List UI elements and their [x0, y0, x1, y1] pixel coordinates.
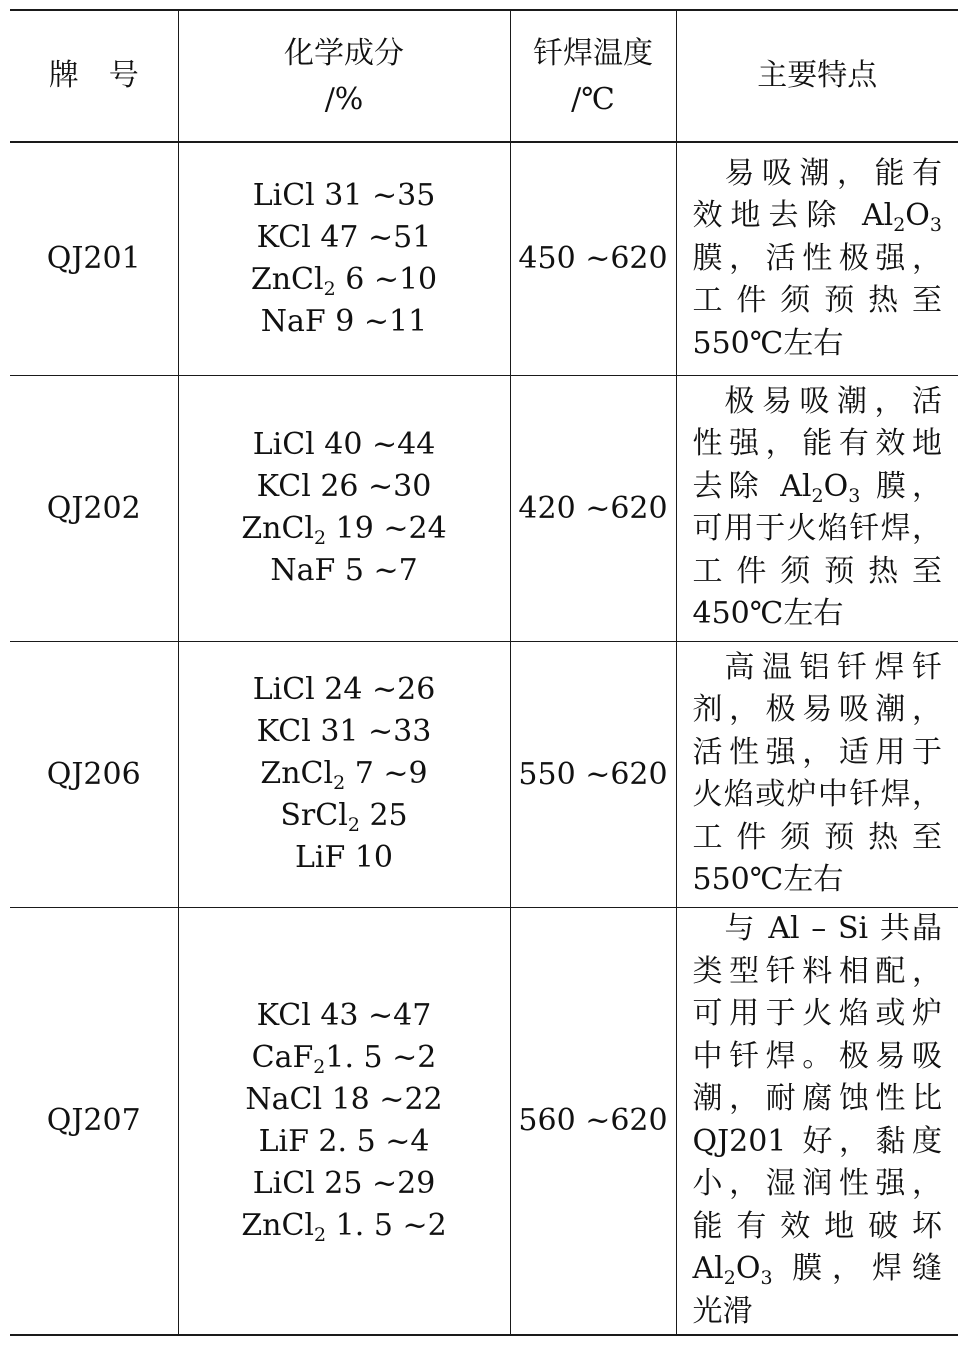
- composition-line: [179, 1079, 510, 1121]
- feature-subscript: 3: [929, 214, 942, 236]
- brand-cell: [10, 142, 178, 375]
- feature-line: [693, 323, 943, 366]
- composition-text: KCl 31 ~33: [256, 714, 432, 749]
- feature-text: 工件须预热至: [692, 283, 942, 318]
- composition-cell: [178, 375, 510, 641]
- feature-subscript: 3: [760, 1267, 773, 1290]
- feature-text: 膜，: [860, 468, 942, 504]
- composition-text: NaF 9 ~11: [260, 303, 428, 339]
- feature-line: [693, 466, 943, 509]
- feature-text: 可用于火焰钎焊，: [692, 511, 942, 546]
- composition-subscript: 2: [314, 1223, 327, 1246]
- composition-text: CaF: [251, 1039, 314, 1075]
- temperature-value: 420 ~620: [518, 490, 668, 526]
- header-composition: 化学成分 /%: [178, 10, 510, 142]
- composition-cell: [178, 907, 510, 1335]
- feature-text: Al: [692, 1251, 724, 1287]
- brand-code: QJ207: [46, 1103, 141, 1139]
- composition-text: SrCl: [280, 798, 348, 833]
- feature-text: 550℃左右: [692, 862, 844, 897]
- feature-line: [693, 951, 943, 994]
- feature-line: [693, 1121, 943, 1164]
- brand-code: QJ206: [46, 756, 141, 792]
- feature-line: [693, 993, 943, 1036]
- features-cell: [676, 907, 958, 1335]
- feature-line: [693, 689, 943, 732]
- feature-text: 小，湿润性强，: [692, 1166, 942, 1202]
- brand-cell: [10, 907, 178, 1335]
- feature-text: 能有效地破坏: [692, 1208, 942, 1244]
- flux-table: [10, 9, 958, 1336]
- composition-subscript: 2: [314, 527, 327, 549]
- composition-line: [179, 711, 510, 753]
- composition-subscript: 2: [313, 1055, 326, 1078]
- header-temperature: 钎焊温度 /℃: [510, 10, 676, 142]
- feature-text: 中钎焊。极易吸: [692, 1038, 942, 1074]
- table-row: [10, 641, 958, 907]
- composition-text: LiCl 25 ~29: [252, 1165, 436, 1201]
- feature-line: [693, 238, 943, 281]
- feature-text: O: [823, 468, 849, 504]
- feature-subscript: 2: [723, 1267, 736, 1290]
- feature-text: 潮，耐腐蚀性比: [692, 1081, 942, 1117]
- composition-line: [179, 217, 510, 259]
- composition-line: [179, 1205, 510, 1247]
- composition-range: 25: [359, 798, 408, 833]
- feature-text: 光滑: [692, 1293, 753, 1329]
- composition-line: [179, 259, 510, 301]
- feature-text: 类型钎料相配，: [692, 953, 942, 989]
- composition-range: 1. 5 ~2: [326, 1207, 447, 1243]
- composition-cell: [178, 641, 510, 907]
- composition-text: ZnCl: [241, 511, 315, 546]
- feature-line: [693, 551, 943, 594]
- composition-line: [179, 795, 510, 837]
- feature-text: O: [735, 1251, 761, 1287]
- features-cell: [676, 375, 958, 641]
- feature-line: [693, 647, 943, 690]
- composition-line: [179, 837, 510, 879]
- feature-subscript: 2: [893, 214, 906, 236]
- composition-line: [179, 175, 510, 217]
- brand-cell: [10, 641, 178, 907]
- feature-text: 工件须预热至: [692, 819, 942, 855]
- brand-code: QJ201: [46, 241, 141, 277]
- feature-line: [693, 859, 943, 902]
- composition-line: [179, 424, 510, 466]
- composition-text: ZnCl: [250, 261, 324, 297]
- feature-line: [693, 732, 943, 775]
- composition-range: 6 ~10: [335, 261, 438, 297]
- brand-code: QJ202: [46, 490, 141, 526]
- table-row: [10, 907, 958, 1335]
- feature-line: [693, 908, 943, 951]
- composition-text: LiCl 40 ~44: [252, 427, 436, 462]
- feature-text: 与 Al – Si 共晶: [724, 911, 942, 947]
- feature-text: 效地去除 Al: [692, 198, 894, 233]
- features-cell: [676, 142, 958, 375]
- composition-subscript: 2: [347, 814, 360, 836]
- feature-line: [693, 817, 943, 860]
- composition-text: KCl 47 ~51: [256, 219, 432, 255]
- feature-text: 高温铝钎焊钎: [724, 649, 942, 685]
- feature-line: [693, 508, 943, 551]
- temperature-cell: [510, 907, 676, 1335]
- temperature-value: 450 ~620: [518, 241, 668, 277]
- composition-cell: [178, 142, 510, 375]
- feature-line: [693, 1291, 943, 1334]
- feature-text: 极易吸潮，活: [724, 383, 942, 419]
- feature-line: [693, 1036, 943, 1079]
- composition-line: [179, 466, 510, 508]
- brand-cell: [10, 375, 178, 641]
- feature-line: [693, 774, 943, 817]
- table-header-row: [10, 10, 958, 142]
- composition-line: [179, 550, 510, 592]
- feature-text: 膜，活性极强，: [692, 240, 942, 276]
- feature-line: [693, 423, 943, 466]
- composition-line: [179, 508, 510, 550]
- temperature-value: 560 ~620: [518, 1103, 668, 1139]
- temperature-cell: [510, 641, 676, 907]
- composition-line: [179, 669, 510, 711]
- composition-range: 19 ~24: [326, 511, 447, 546]
- feature-text: QJ201 好，黏度: [692, 1123, 942, 1159]
- feature-line: [693, 593, 943, 636]
- feature-text: 火焰或炉中钎焊，: [692, 777, 942, 812]
- composition-subscript: 2: [323, 277, 336, 300]
- feature-subscript: 2: [811, 484, 824, 507]
- table-row: [10, 142, 958, 375]
- feature-text: 去除 Al: [692, 468, 812, 504]
- feature-line: [693, 381, 943, 424]
- composition-text: ZnCl: [241, 1207, 315, 1243]
- feature-text: 550℃左右: [692, 325, 844, 361]
- composition-text: ZnCl: [260, 756, 334, 791]
- feature-line: [693, 195, 943, 238]
- feature-text: 工件须预热至: [692, 553, 942, 589]
- flux-table-container: [10, 9, 958, 1336]
- feature-line: [693, 1206, 943, 1249]
- header-features: 主要特点: [676, 10, 958, 142]
- composition-line: [179, 301, 510, 343]
- temperature-value: 550 ~620: [518, 756, 668, 792]
- composition-text: LiCl 31 ~35: [252, 177, 436, 213]
- composition-text: LiCl 24 ~26: [252, 672, 436, 707]
- temperature-cell: [510, 375, 676, 641]
- composition-text: NaF 5 ~7: [270, 553, 418, 588]
- feature-text: O: [905, 198, 930, 233]
- header-brand: 牌 号: [10, 10, 178, 142]
- composition-text: KCl 26 ~30: [256, 469, 432, 504]
- composition-line: [179, 753, 510, 795]
- composition-text: LiF 10: [294, 840, 394, 875]
- table-row: [10, 375, 958, 641]
- temperature-cell: [510, 142, 676, 375]
- feature-subscript: 3: [848, 484, 861, 507]
- composition-range: 1. 5 ~2: [325, 1039, 437, 1075]
- composition-text: NaCl 18 ~22: [245, 1081, 443, 1117]
- feature-text: 性强，能有效地: [692, 426, 942, 461]
- feature-line: [693, 280, 943, 323]
- feature-text: 剂，极易吸潮，: [692, 692, 942, 727]
- composition-text: LiF 2. 5 ~4: [258, 1123, 430, 1159]
- feature-text: 活性强，适用于: [692, 734, 942, 770]
- composition-line: [179, 995, 510, 1037]
- feature-text: 450℃左右: [692, 596, 844, 631]
- composition-line: [179, 1163, 510, 1205]
- composition-range: 7 ~9: [345, 756, 428, 791]
- composition-subscript: 2: [333, 772, 346, 794]
- feature-text: 易吸潮，能有: [724, 155, 942, 191]
- composition-text: KCl 43 ~47: [256, 997, 432, 1033]
- feature-line: [693, 1163, 943, 1206]
- feature-line: [693, 153, 943, 196]
- feature-line: [693, 1248, 943, 1291]
- composition-line: [179, 1121, 510, 1163]
- features-cell: [676, 641, 958, 907]
- feature-line: [693, 1078, 943, 1121]
- feature-text: 膜，焊缝: [772, 1251, 942, 1287]
- feature-text: 可用于火焰或炉: [692, 996, 942, 1032]
- composition-line: [179, 1037, 510, 1079]
